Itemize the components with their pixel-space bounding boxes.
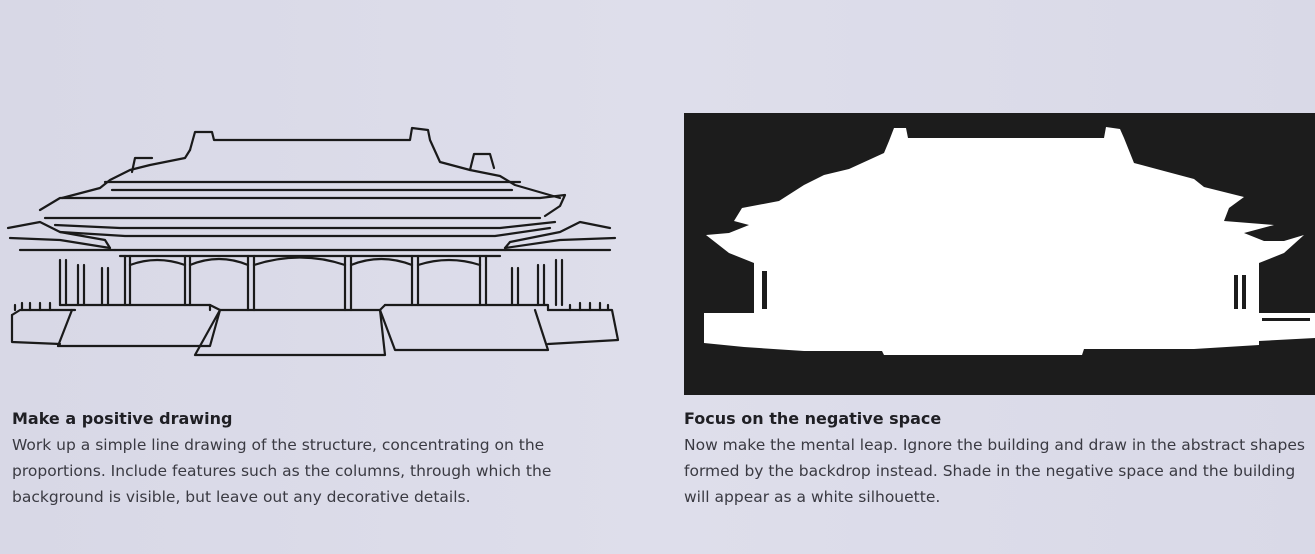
caption-title: Focus on the negative space xyxy=(684,409,942,428)
negative-space-caption xyxy=(684,408,1313,510)
column-gap xyxy=(1234,275,1238,309)
negative-space-panel xyxy=(658,0,1315,554)
column-gap xyxy=(762,271,767,309)
positive-drawing-panel xyxy=(0,0,650,554)
caption-body: Now make the mental leap. Ignore the building and draw in the abstract shapes formed by the backdrop instead. Shade in the negative space and the building will appear as a white silhouette. xyxy=(684,436,1305,506)
railing-gap xyxy=(708,309,750,312)
temple-negative-space-illustration xyxy=(684,113,1315,395)
positive-drawing-caption xyxy=(12,408,612,510)
railing-gap xyxy=(1262,318,1310,321)
temple-line-drawing-illustration xyxy=(0,110,630,370)
caption-title: Make a positive drawing xyxy=(12,409,233,428)
column-gap xyxy=(1242,275,1246,309)
caption-body: Work up a simple line drawing of the structure, concentrating on the proportions. Include features such as the columns, through which the background is visible, but leave out any decorative details. xyxy=(12,436,552,506)
